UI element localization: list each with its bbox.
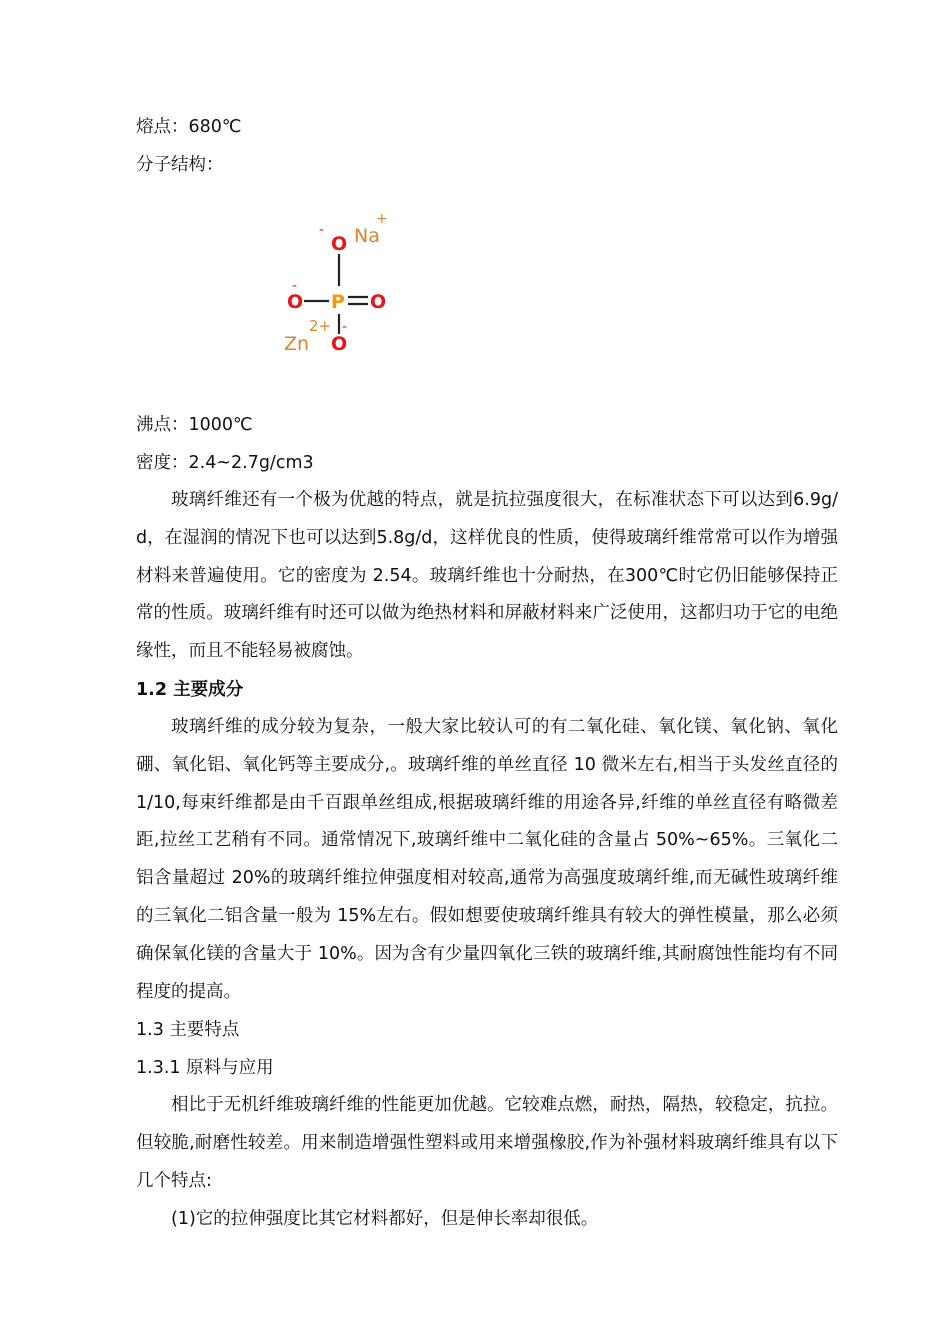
document-body bbox=[136, 108, 838, 1239]
section-heading-1-3-1: 1.3.1 原料与应用 bbox=[136, 1058, 274, 1079]
paragraph-feature-1: (1)它的拉伸强度比其它材料都好，但是伸长率却很低。 bbox=[171, 1208, 599, 1229]
paragraph-tensile-strength: 玻璃纤维还有一个极为优越的特点，就是抗拉强度很大，在标准状态下可以达到6.9g/d，在湿润的情况下也可以达到5.8g/d，这样优良的性质，使得玻璃纤维常常可以作为增强材料来普遍使用。它的密度为 2.54。玻璃纤维也十分耐热，在300℃时它仍旧能够保持正常的性质。玻璃纤维有时还可以做为绝热材料和屏蔽材料来广泛使用，这都归功于它的电绝缘性，而且不能轻易被腐蚀。 bbox=[136, 490, 838, 662]
molecular-structure-figure bbox=[136, 184, 838, 406]
paragraph-composition: 玻璃纤维的成分较为复杂，一般大家比较认可的有二氧化硅、氧化镁、氧化钠、氧化硼、氧化铝、氧化钙等主要成分,。玻璃纤维的单丝直径 10 微米左右,相当于头发丝直径的 1/10,每束纤维都是由千百跟单丝组成,根据玻璃纤维的用途各异,纤维的单丝直径有略微差距,拉丝工艺稍有不同。通常情况下,玻璃纤维中二氧化硅的含量占 50%~65%。三氧化二铝含量超过 20%的玻璃纤维拉伸强度相对较高,通常为高强度玻璃纤维,而无碱性玻璃纤维的三氧化二铝含量一般为 15%左右。假如想要使玻璃纤维具有较大的弹性模量，那么必须确保氧化镁的含量大于 10%。因为含有少量四氧化三铁的玻璃纤维,其耐腐蚀性能均有不同程度的提高。 bbox=[136, 716, 838, 1002]
atom-o-left: O bbox=[287, 291, 304, 313]
section-heading-1-3: 1.3 主要特点 bbox=[136, 1020, 240, 1041]
charge-o-top: - bbox=[319, 222, 325, 238]
density: 密度：2.4~2.7g/cm3 bbox=[136, 453, 314, 473]
boiling-point: 沸点：1000℃ bbox=[136, 415, 253, 435]
atom-na: Na bbox=[354, 225, 380, 247]
melting-point: 熔点：680℃ bbox=[136, 117, 242, 137]
atom-o-top: O bbox=[331, 233, 348, 255]
paragraph-materials-applications: 相比于无机纤维玻璃纤维的性能更加优越。它较难点燃，耐热，隔热，较稳定，抗拉。但较脆,耐磨性较差。用来制造增强性塑料或用来增强橡胶,作为补强材料玻璃纤维具有以下几个特点: bbox=[136, 1095, 838, 1191]
charge-zn: 2+ bbox=[309, 317, 332, 335]
atom-o-bottom: O bbox=[331, 333, 348, 354]
section-heading-1-2: 1.2 主要成分 bbox=[136, 679, 244, 700]
atom-o-right: O bbox=[370, 291, 387, 313]
atom-p: P bbox=[331, 291, 345, 313]
charge-o-left: - bbox=[292, 278, 298, 294]
charge-na: + bbox=[376, 211, 388, 227]
structure-label: 分子结构： bbox=[136, 155, 224, 175]
charge-o-bottom: - bbox=[342, 319, 348, 335]
atom-zn: Zn bbox=[284, 333, 310, 354]
molecule-diagram bbox=[284, 204, 394, 354]
